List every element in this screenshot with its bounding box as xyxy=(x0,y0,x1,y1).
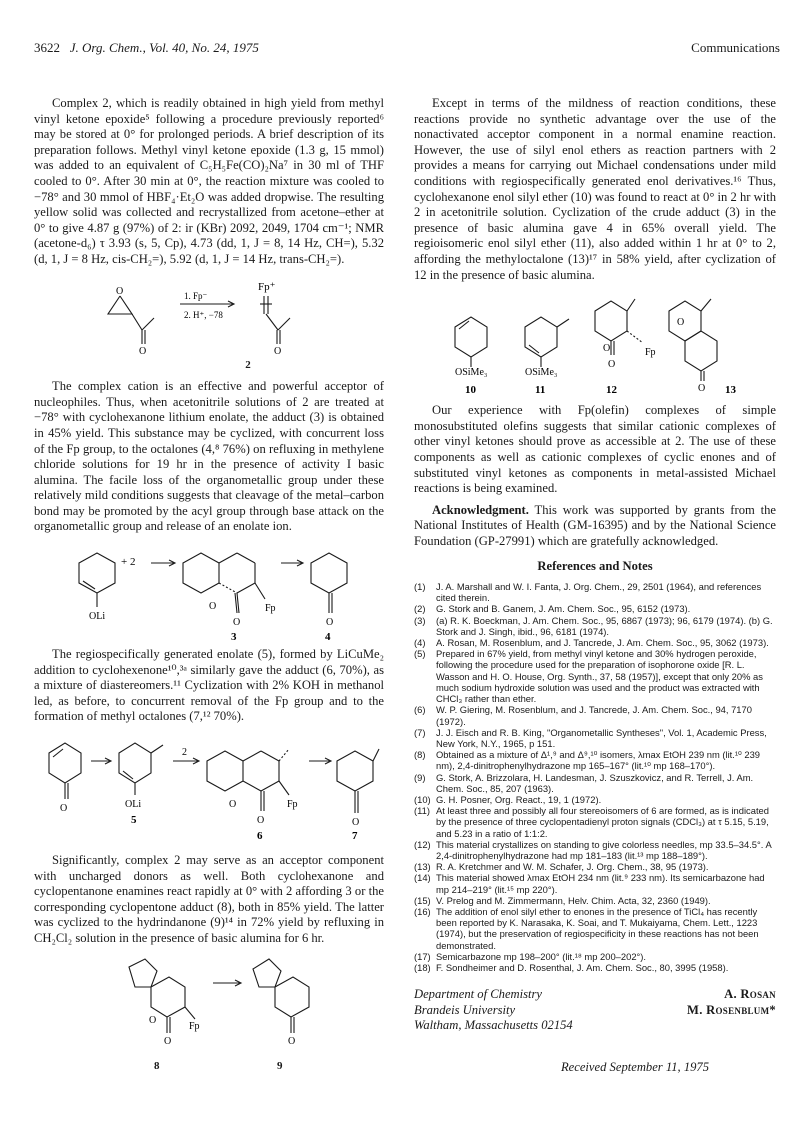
journal-citation: J. Org. Chem., Vol. 40, No. 24, 1975 xyxy=(69,40,259,55)
reference-number: (14) xyxy=(414,872,431,884)
compound-label: 7 xyxy=(352,830,358,843)
cyclopentane-ring xyxy=(129,959,157,987)
paragraph: Significantly, complex 2 may serve as an acceptor component with uncharged donors as well. Both cyclohexanone and cyclopentanone enamines react rapidly at 0° with 2 affording 3 or the corresponding cyclopentone adduct (8), both in 85% yield. The latter was cyclized to the hydrindanone (9)¹⁴ in 72% yield by refluxing in CH₂Cl₂ solution in the presence of basic alumina for 6 hr. xyxy=(34,853,384,945)
scheme-4-drawing xyxy=(109,953,309,1053)
fp-plus-label: Fp⁺ xyxy=(258,280,276,293)
reference-number: (17) xyxy=(414,950,431,962)
reference-item xyxy=(414,772,776,794)
reference-text: Obtained as a mixture of Δ¹,⁹ and Δ⁹,¹⁰ isomers, λmax EtOH 239 nm (lit.¹⁰ 239 nm), 2,4-dinitrophenylhydrazone mp 165–167° (lit.¹⁰ mp 168–170°). xyxy=(436,749,761,772)
compound-label: 4 xyxy=(325,631,331,644)
paragraph: Our experience with Fp(olefin) complexes of simple monosubstituted olefins suggests that similar cationic complexes of other vinyl ketones should prove as accessible at 2. The use of these components as well as cationic complexes of cyclic enones and of substituted vinyl ketones as components in metal-assisted Michael reactions is being examined. xyxy=(414,403,776,496)
reagent-two: 2 xyxy=(182,747,187,759)
carbonyl-oxygen: O xyxy=(164,1035,172,1047)
reference-item xyxy=(414,727,776,749)
reference-text: Prepared in 67% yield, from methyl vinyl ketone and 30% hydrogen peroxide, following the procedure used for the preparation of isophorone oxide [R. L. Wasson and H. O. House, Org. Synth., 37, 58 (1957)], except that only 20% as much sodium hydroxide solution was used and the product was extracted with CHCl₃ rather than ether. xyxy=(436,648,763,705)
reference-item xyxy=(414,872,776,894)
address: Waltham, Massachusetts 02154 xyxy=(414,1018,573,1033)
osime3-label: OSiMe₃ xyxy=(455,367,488,379)
osime3-label: OSiMe₃ xyxy=(525,367,558,379)
reference-text: Semicarbazone mp 198–200° (lit.¹⁸ mp 200–202°). xyxy=(436,950,647,962)
ring-oxygen: O xyxy=(149,1014,157,1026)
reference-item xyxy=(414,861,776,872)
university: Brandeis University xyxy=(414,1002,516,1017)
reference-item xyxy=(414,906,776,951)
carbonyl-oxygen: O xyxy=(352,817,360,829)
ring-oxygen: O xyxy=(209,601,217,613)
compound-label: 11 xyxy=(535,384,546,397)
plus-two: + 2 xyxy=(121,556,136,569)
ring-oxygen: O xyxy=(229,799,237,811)
silyl-ether-10-ring xyxy=(455,317,487,357)
ring-oxygen: O xyxy=(603,343,611,355)
scheme-2 xyxy=(59,541,359,644)
reference-number: (6) xyxy=(414,704,426,716)
cyclohexene-ring xyxy=(79,553,115,593)
compound-label: 9 xyxy=(277,1059,283,1072)
reagent-2: 2. H⁺, −78 xyxy=(184,309,223,320)
reagent-1: 1. Fp⁻ xyxy=(184,290,208,301)
acknowledgment-heading: Acknowledgment. xyxy=(432,502,529,517)
left-column xyxy=(34,96,384,1073)
reference-number: (11) xyxy=(414,805,430,817)
ring-oxygen: O xyxy=(677,317,685,329)
scheme-2-drawing xyxy=(59,541,359,644)
reference-number: (9) xyxy=(414,771,426,783)
reference-number: (13) xyxy=(414,861,431,873)
scheme-1-drawing xyxy=(84,274,334,357)
fp-label: Fp xyxy=(189,1020,200,1032)
oli-label: OLi xyxy=(89,611,106,623)
reference-text: G. Stork, A. Brizzolara, H. Landesman, J. Szuszkovicz, and R. Terrell, J. Am. Chem. Soc., 85, 207 (1963). xyxy=(436,771,754,794)
reference-item xyxy=(414,749,776,771)
reference-number: (2) xyxy=(414,603,426,615)
reference-item xyxy=(414,637,776,648)
compound-label: 2 xyxy=(245,358,251,371)
reference-text: A. Rosan, M. Rosenblum, and J. Tancrede, J. Am. Chem. Soc., 95, 3062 (1973). xyxy=(436,637,769,649)
reference-item xyxy=(414,794,776,805)
scheme-1 xyxy=(84,274,334,357)
fp-label: Fp xyxy=(287,799,298,811)
author: M. Rosenblum* xyxy=(687,1002,776,1017)
carbonyl-oxygen: O xyxy=(139,345,147,357)
reference-item xyxy=(414,962,776,973)
reference-text: This material crystallizes on standing to give colorless needles, mp 33.5–34.5°. A 2,4-dinitrophenylhydrazone had mp 181–183 (lit.¹³ mp 188–189°). xyxy=(436,838,772,861)
scheme-3 xyxy=(39,731,379,847)
reference-number: (3) xyxy=(414,614,426,626)
reference-text: The addition of enol silyl ether to enones in the presence of TiCl₄ has recently been reported by K. Narasaka, K. Soai, and T. Mukaiyama, Chem. Lett., 1223 (1974), but the preservation of regiospecificity in these reactions has not been demonstrated. xyxy=(436,905,759,951)
carbonyl-oxygen: O xyxy=(233,617,241,629)
reference-item xyxy=(414,615,776,637)
scheme-3-drawing xyxy=(39,731,379,847)
reference-number: (12) xyxy=(414,838,431,850)
reference-item xyxy=(414,839,776,861)
reference-number: (18) xyxy=(414,961,431,973)
fp-label: Fp xyxy=(265,603,276,615)
compound-label: 5 xyxy=(131,814,137,827)
header-left xyxy=(34,40,259,56)
compound-label: 10 xyxy=(465,384,476,397)
reference-text: R. A. Kretchmer and W. M. Schafer, J. Org. Chem., 38, 95 (1973). xyxy=(436,861,709,873)
reference-item xyxy=(414,951,776,962)
reference-number: (10) xyxy=(414,793,431,805)
paragraph: Except in terms of the mildness of reaction conditions, these reactions provide no synthetic advantage over the use of the nonactivated acceptor component in a normal enamine reaction. However, the use of silyl enol ethers as reaction partners with 2 provides a means for carrying out Michael condensations under mild conditions with regiospecifically generated enol derivatives.¹⁶ Thus, cyclohexanone enol silyl ether (10) was found to react at 0° in 2 hr with 2 in acetonitrile solution. Cyclization of the crude adduct (3) in the presence of basic alumina gave 4 in 65% overall yield. The regioisomeric enol silyl ether (11), also added within 1 hr at 0° to 2, affording the methyloctalone (13)¹⁷ in 58% yield, after cyclization of 12 in the presence of basic alumina. xyxy=(414,96,776,282)
reference-text: G. H. Posner, Org. React., 19, 1 (1972). xyxy=(436,793,602,805)
section-name: Communications xyxy=(691,40,780,55)
reference-item xyxy=(414,805,776,839)
paragraph: Complex 2, which is readily obtained in high yield from methyl vinyl ketone epoxide⁵ following a procedure previously reported⁶ may be stored at 0° for prolonged periods. A brief description of its preparation follows. Methyl vinyl ketone epoxide (1.3 g, 15 mmol) was added to an equivalent of C₅H₅Fe(CO)₂Na⁷ in 30 ml of THF cooled to 0°. After 30 min at 0°, the reaction mixture was cooled to −78° and 30 mmol of HBF₄·Et₂O was added dropwise. The resulting yellow solid was collected and recrystallized from acetone–ether at 0° to give 4.87 g (97%) of 2: ir (KBr) 2092, 2049, 1704 cm⁻¹; NMR (acetone-d₆) τ 3.93 (s, 5, Cp), 4.73 (dd, 1, J = 8, 14 Hz, CH=), 5.32 (d, 1, J = 8 Hz, cis-CH₂=), 5.92 (d, 1, J = 14 Hz, trans-CH₂=). xyxy=(34,96,384,266)
reference-text: W. P. Giering, M. Rosenblum, and J. Tancrede, J. Am. Chem. Soc., 94, 7170 (1972). xyxy=(436,704,752,727)
scheme-5 xyxy=(445,291,745,397)
reference-text: This material showed λmax EtOH 234 nm (lit.⁹ 233 nm). Its semicarbazone had mp 214–219° (lit.¹⁵ mp 220°). xyxy=(436,872,765,895)
carbonyl-oxygen: O xyxy=(698,383,706,395)
epoxide-ring xyxy=(108,296,132,314)
author: A. Rosan xyxy=(724,987,776,1002)
reference-text: G. Stork and B. Ganem, J. Am. Chem. Soc., 95, 6152 (1973). xyxy=(436,603,691,615)
references-title: References and Notes xyxy=(537,559,653,574)
reference-text: F. Sondheimer and D. Rosenthal, J. Am. Chem. Soc., 80, 3995 (1958). xyxy=(436,961,729,973)
reference-text: V. Prelog and M. Zimmermann, Helv. Chim. Acta, 32, 2360 (1949). xyxy=(436,894,711,906)
epoxide-oxygen: O xyxy=(116,285,124,297)
page-number: 3622 xyxy=(34,40,60,55)
carbonyl-oxygen: O xyxy=(274,345,282,357)
reference-item xyxy=(414,603,776,614)
reference-item xyxy=(414,895,776,906)
reference-number: (15) xyxy=(414,894,431,906)
acknowledgment xyxy=(414,503,776,550)
scheme-4-labels xyxy=(34,1059,384,1073)
reference-text: J. J. Eisch and R. B. King, "Organometallic Syntheses", Vol. 1, Academic Press, New York, N.Y., 1965, p 151. xyxy=(436,726,767,749)
reference-item xyxy=(414,581,776,603)
paragraph: The complex cation is an effective and powerful acceptor of nucleophiles. Thus, when acetonitrile solutions of 2 are treated at −78° with cyclohexanone lithium enolate, the adduct (3) is obtained in 45% yield. This substance may be cyclized, with concurrent loss of the Fp group, to the octalones (4,⁸ 76%) on refluxing in methylene chloride solutions for 19 hr in the presence of activity I basic alumina. The facile loss of the organometallic group under these relatively mild conditions suggests that cleavage of the metal–carbon bond may be promoted by the acyl group through base attack on the organometallic group and release of an enolate ion. xyxy=(34,379,384,534)
fp-label: Fp xyxy=(645,347,656,359)
reference-number: (8) xyxy=(414,749,426,761)
reference-item xyxy=(414,704,776,726)
carbonyl-oxygen: O xyxy=(60,803,68,815)
right-column xyxy=(414,96,776,1076)
carbonyl-oxygen: O xyxy=(326,617,334,629)
affiliation-block xyxy=(414,987,776,1034)
reference-text: J. A. Marshall and W. I. Fanta, J. Org. Chem., 29, 2501 (1964), and references cited therein. xyxy=(436,581,762,604)
page-header xyxy=(34,40,780,60)
compound-label: 8 xyxy=(154,1059,160,1072)
reference-number: (5) xyxy=(414,648,426,660)
compound-label: 6 xyxy=(257,830,263,843)
reference-text: (a) R. K. Boeckman, J. Am. Chem. Soc., 95, 6867 (1973); 96, 6179 (1974). (b) G. Stork and J. Singh, ibid., 96, 6181 (1974). xyxy=(436,614,773,637)
reference-item xyxy=(414,648,776,704)
compound-label: 12 xyxy=(606,384,617,397)
carbonyl-oxygen: O xyxy=(608,359,616,371)
scheme-5-drawing xyxy=(445,291,745,397)
reference-number: (1) xyxy=(414,581,426,593)
received-date: Received September 11, 1975 xyxy=(560,1059,710,1074)
carbonyl-oxygen: O xyxy=(257,815,265,827)
silyl-ether-11-ring xyxy=(525,317,557,357)
references-list xyxy=(414,581,776,973)
adduct-12-ring xyxy=(595,301,627,341)
methyloctalone-13-ring xyxy=(669,301,701,341)
acknowledgment-text: This work was supported by grants from the National Institutes of Health (GM-16395) and by the National Science Foundation (GP-27991) which are gratefully acknowledged. xyxy=(414,502,776,548)
cyclohexenone-ring xyxy=(49,743,81,783)
reference-number: (7) xyxy=(414,726,426,738)
oli-label: OLi xyxy=(125,799,142,811)
reference-number: (4) xyxy=(414,637,426,649)
reference-number: (16) xyxy=(414,905,431,917)
reference-text: At least three and possibly all four stereoisomers of 6 are formed, as is indicated by the presence of three cyclopentadienyl proton signals (CDCl₃) at τ 5.15, 5.19, and 5.23 in a ratio of 1:1:2. xyxy=(436,805,769,839)
compound-label: 3 xyxy=(231,631,237,644)
paragraph: The regiospecifically generated enolate (5), formed by LiCuMe₂ addition to cyclohexenone¹⁰,³ᵃ similarly gave the adduct (6, 70%), as a mixture of diastereomers.¹¹ Cyclization with 2% KOH in methanol led, as before, to concurrent removal of the Fp group and to the formation of methyl octalones (7,¹² 70%). xyxy=(34,647,384,724)
scheme-4 xyxy=(109,953,309,1053)
carbonyl-oxygen: O xyxy=(288,1035,296,1047)
compound-label: 13 xyxy=(725,384,736,397)
department: Department of Chemistry xyxy=(414,987,543,1002)
